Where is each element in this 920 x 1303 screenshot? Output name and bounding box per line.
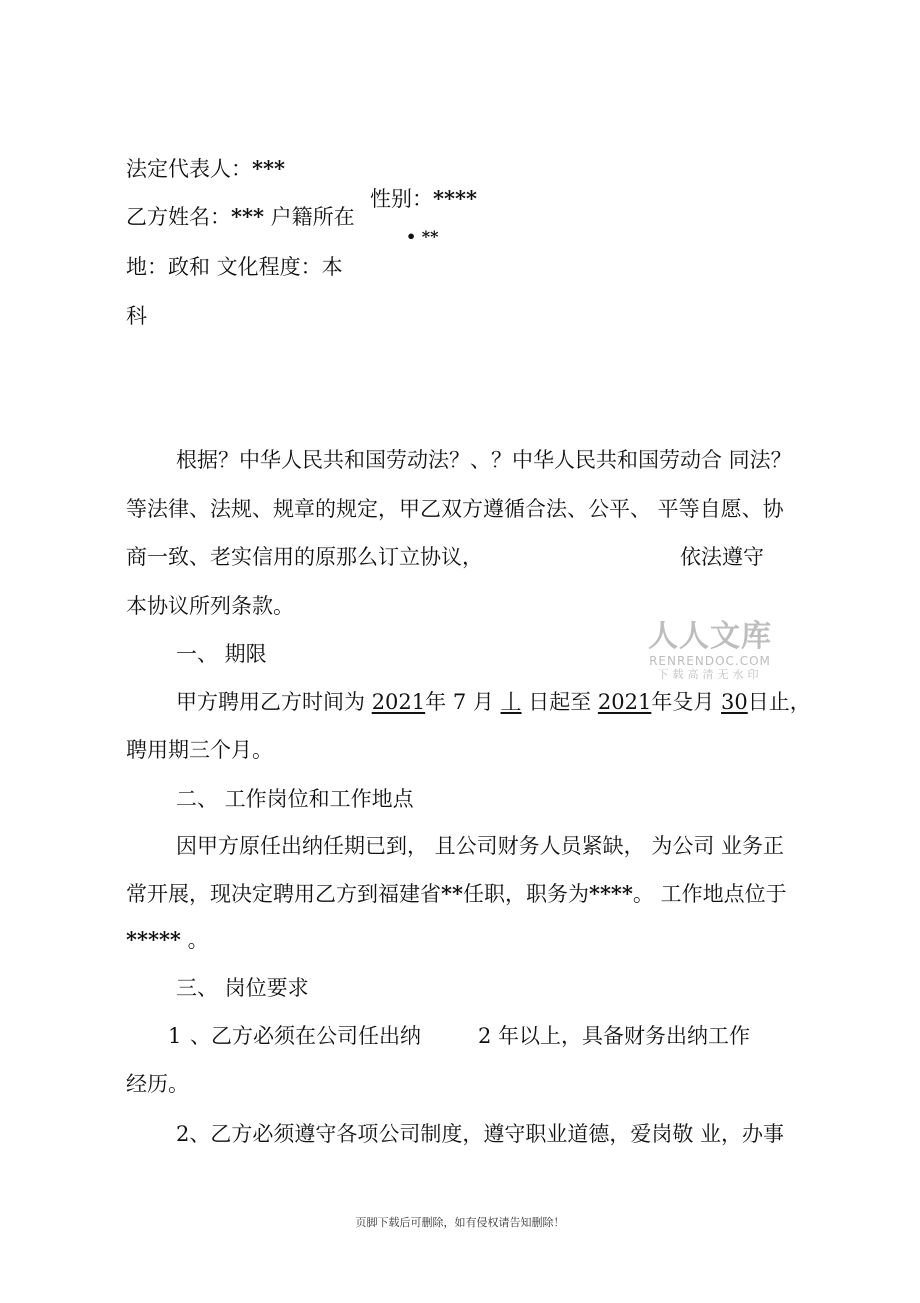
section-2-line-1: 因甲方原任出纳任期已到， 且公司财务人员紧缺， 为公司 业务正 (176, 834, 785, 858)
name-label: 乙方姓名： (126, 205, 231, 229)
start-year: 2021 (371, 690, 426, 714)
intro-line-3a: 商一致、老实信用的原那么订立协议， (126, 545, 483, 569)
term-text-c: 日起至 (521, 690, 598, 714)
page-footer: 页脚下载后可删除，如有侵权请告知删除！ (355, 1216, 565, 1229)
watermark-subtitle: 下载高清无水印 (657, 668, 763, 681)
end-day: 30 (721, 690, 748, 714)
end-year: 2021 (597, 690, 652, 714)
position-text-e: 。 工作地点位于 (632, 882, 787, 906)
position-text-c: 任职，职务为 (462, 882, 589, 906)
requirement-1-text-a: 、乙方必须在公司任出纳 (190, 1024, 421, 1048)
province-mask: ** (441, 881, 463, 906)
renrendoc-watermark (644, 620, 776, 682)
representative-value: *** (252, 156, 285, 181)
watermark-title: 人人文库 (648, 619, 772, 654)
gender-line (370, 185, 477, 213)
representative-line (126, 155, 285, 183)
term-text-e: 日止， (747, 690, 811, 714)
party-b-name-line (126, 203, 355, 231)
section-2-line-3 (126, 926, 209, 954)
position-text-a: 常开展，现决定聘用乙方到福建省 (126, 882, 441, 906)
household-education-line: 地：政和 文化程度：本 (126, 255, 343, 279)
intro-line-1: 根据？中华人民共和国劳动法？、？中华人民共和国劳动合 同法？ (176, 448, 792, 472)
bullet-value: • ** (406, 227, 439, 246)
watermark-url: RENRENDOC.COM (649, 654, 771, 668)
section-1-period: 聘用期三个月。 (126, 738, 273, 762)
requirement-1-number: 1 (168, 1024, 182, 1048)
requirement-2-line (176, 1120, 784, 1148)
section-3-heading: 三、 岗位要求 (176, 976, 309, 1000)
requirement-2-text: 、乙方必须遵守各项公司制度，遵守职业道德，爱岗敬 业，办事 (189, 1122, 785, 1146)
section-2-heading: 二、 工作岗位和工作地点 (176, 787, 414, 811)
name-value: *** (231, 204, 264, 229)
term-text-a: 甲方聘用乙方时间为 (176, 690, 372, 714)
intro-line-4: 本协议所列条款。 (126, 594, 294, 618)
requirement-1-line-2: 经历。 (126, 1072, 189, 1096)
requirement-2-number: 2 (176, 1122, 190, 1146)
start-day: 丄 (500, 690, 522, 714)
term-text-d: 年殳月 (651, 690, 722, 714)
section-2-line-2 (126, 880, 787, 908)
term-text-b: 年 7 月 (425, 690, 501, 714)
workplace-mask: ***** (126, 927, 181, 952)
intro-line-2: 等法律、法规、规章的规定，甲乙双方遵循合法、公平、 平等自愿、协 (126, 497, 784, 521)
workplace-period: 。 (187, 928, 209, 952)
gender-value: **** (433, 186, 477, 211)
intro-line-3b: 依法遵守 (680, 545, 764, 569)
gender-label: 性别： (370, 187, 433, 211)
representative-label: 法定代表人： (126, 157, 252, 181)
requirement-1-text-b: 2 年以上，具备财务出纳工作 (478, 1024, 751, 1048)
section-1-heading: 一、 期限 (176, 642, 267, 666)
education-continued: 科 (126, 304, 147, 328)
job-title-mask: **** (588, 881, 633, 906)
household-label: 户籍所在 (270, 205, 355, 229)
section-1-term-line (176, 688, 811, 716)
